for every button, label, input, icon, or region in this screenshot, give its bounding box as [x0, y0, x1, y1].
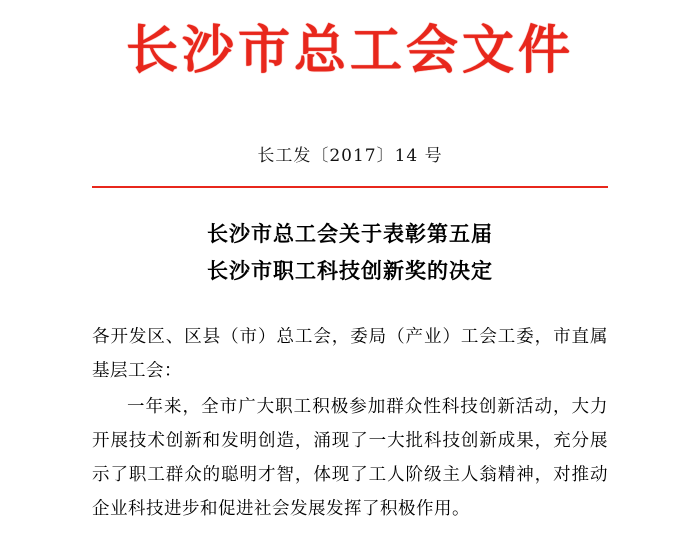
body-paragraph-1: 一年来，全市广大职工积极参加群众性科技创新活动，大力开展技术创新和发明创造，涌现了一大批科技创新成果，充分展示了职工群众的聪明才智，体现了工人阶级主人翁精神，对推动企业科技进步和促进社会发展发挥了积极作用。 — [92, 396, 608, 520]
red-divider-rule — [92, 186, 608, 188]
document-body — [92, 320, 608, 527]
document-subject — [92, 216, 608, 290]
subject-line-1: 长沙市总工会关于表彰第五届 — [207, 221, 493, 247]
document-number: 长工发〔2017〕14 号 — [257, 146, 443, 167]
document-title: 长沙市总工会文件 — [125, 20, 574, 81]
subject-line-2: 长沙市职工科技创新奖的决定 — [207, 257, 493, 283]
recipient-paragraph: 各开发区、区县（市）总工会，委局（产业）工会工委，市直属基层工会： — [92, 326, 608, 381]
